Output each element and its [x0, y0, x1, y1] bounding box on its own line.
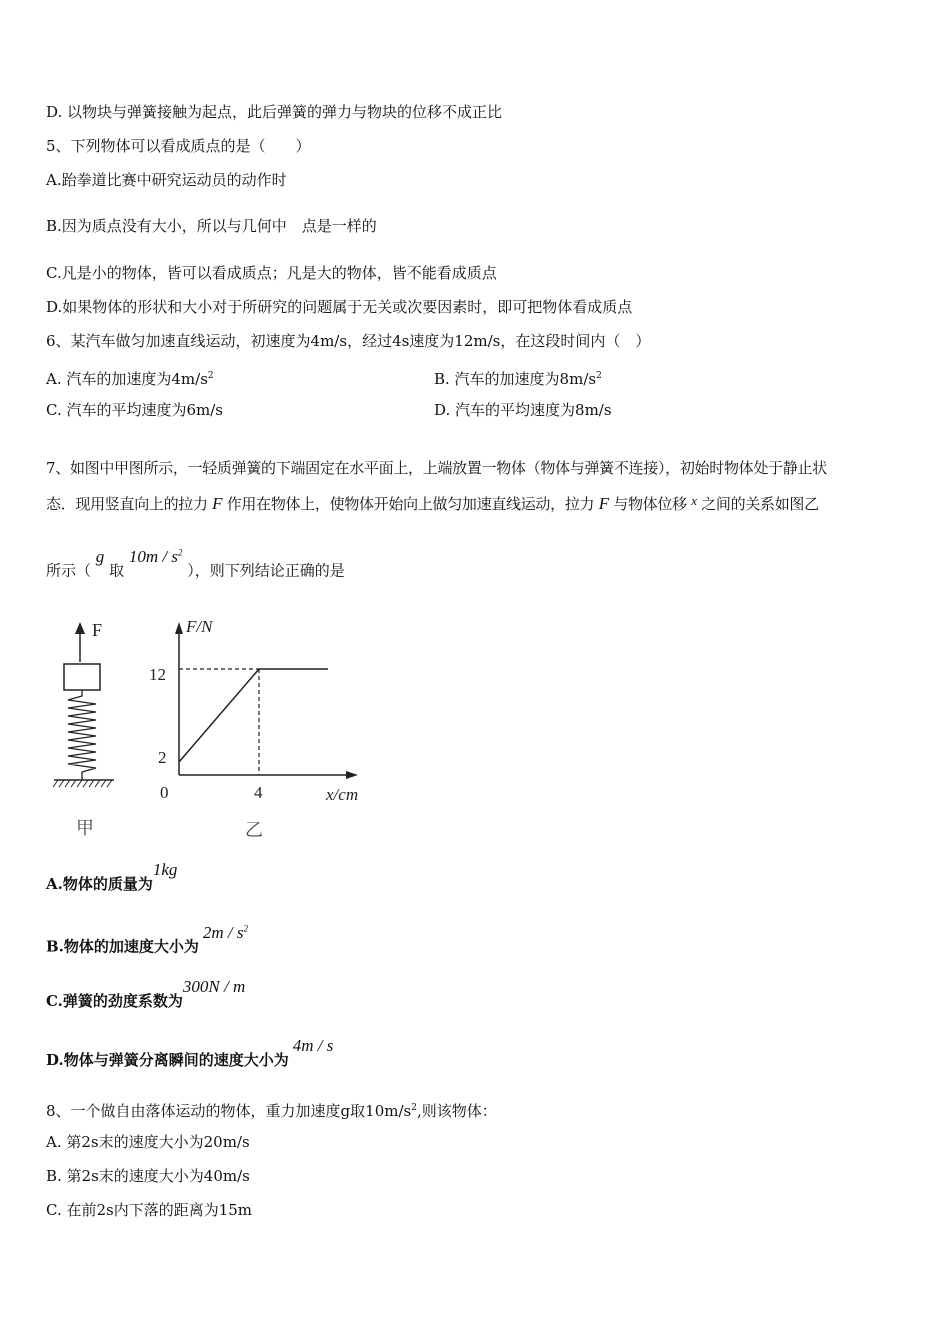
- q7-line1: 7、如图中甲图所示，一轻质弹簧的下端固定在水平面上，上端放置一物体（物体与弹簧不连接），初始时物体处于静止状: [46, 459, 827, 477]
- force-label: F: [92, 620, 103, 640]
- spring-diagram: [53, 620, 114, 838]
- q7-option-d-math: 4m / s: [292, 1036, 334, 1055]
- force-arrow-head: [75, 622, 85, 634]
- q7-symbol-f1: F: [212, 494, 223, 513]
- q8-option-a: A. 第2s末的速度大小为20m/s: [46, 1133, 250, 1151]
- y-tick-12: 12: [149, 665, 166, 684]
- q7-g-value-sup: 2: [178, 547, 183, 557]
- ground-hatch: [53, 780, 112, 787]
- q7-option-b-text: B.物体的加速度大小为: [46, 937, 199, 956]
- y-axis-arrow: [175, 622, 183, 634]
- fx-graph: [149, 617, 358, 840]
- q7-option-c-math: 300N / m: [182, 977, 246, 996]
- block: [64, 664, 100, 690]
- y-tick-2: 2: [158, 748, 167, 767]
- q7-line3-a: 所示（: [46, 561, 92, 580]
- q7-option-b: [46, 922, 249, 957]
- q6-option-b: [434, 366, 602, 389]
- q7-option-b-math-text: 2m / s: [202, 922, 244, 942]
- q5-option-d: D.如果物体的形状和大小对于所研究的问题属于无关或次要因素时，即可把物体看成质点: [46, 298, 633, 316]
- q7-g-value-text: 10m / s: [128, 546, 178, 566]
- q6-stem: 6、某汽车做匀加速直线运动，初速度为4m/s，经过4s速度为12m/s，在这段时间内（ ）: [46, 332, 651, 350]
- q7-option-a: [46, 860, 178, 894]
- origin-label: 0: [160, 783, 169, 802]
- q8-stem-sup: 2: [411, 1103, 417, 1113]
- q6-option-d: D. 汽车的平均速度为8m/s: [434, 401, 612, 419]
- q7-option-c-text: C.弹簧的劲度系数为: [46, 992, 183, 1010]
- q8-stem-b: ,则该物体：: [416, 1102, 497, 1120]
- q5-stem: 5、下列物体可以看成质点的是（ ）: [46, 137, 311, 155]
- q6-option-b-sup: 2: [596, 371, 602, 381]
- q7-symbol-g: g: [95, 546, 105, 566]
- x-tick-4: 4: [254, 783, 263, 802]
- q8-stem-a: 8、一个做自由落体运动的物体，重力加速度g取10m/s: [46, 1102, 412, 1120]
- q8-option-c: C. 在前2s内下落的距离为15m: [46, 1201, 253, 1219]
- q7-option-a-text: A.物体的质量为: [46, 875, 153, 893]
- q7-option-d: [46, 1036, 334, 1070]
- q5-option-a: A.跆拳道比赛中研究运动员的动作时: [46, 171, 287, 189]
- q6-option-a-text: A. 汽车的加速度为4m/s: [46, 370, 208, 388]
- q6-option-a: [46, 366, 214, 389]
- x-axis-arrow: [346, 771, 358, 779]
- q8-option-b: B. 第2s末的速度大小为40m/s: [46, 1167, 250, 1185]
- q7-figure: [48, 612, 388, 847]
- yi-label: 乙: [245, 820, 263, 840]
- jia-label: 甲: [76, 818, 94, 838]
- q7-line3: [46, 546, 345, 581]
- q7-option-d-text: D.物体与弹簧分离瞬间的速度大小为: [46, 1051, 289, 1069]
- q7-line2-a: 态．现用竖直向上的拉力: [46, 495, 208, 513]
- q7-line3-b: ），则下列结论正确的是: [187, 561, 345, 580]
- y-axis-label: F/N: [186, 617, 213, 636]
- q7-line2: [46, 494, 819, 515]
- q7-option-b-math: [203, 923, 248, 942]
- q7-line2-d: 之间的关系如图乙: [701, 495, 819, 513]
- q5-option-c: C.凡是小的物体，皆可以看成质点；凡是大的物体，皆不能看成质点: [46, 264, 497, 282]
- q7-symbol-x: x: [691, 493, 697, 508]
- q7-option-b-sup: 2: [243, 923, 249, 933]
- q7-option-c: [46, 977, 246, 1011]
- q7-symbol-f2: F: [598, 494, 609, 513]
- fx-line: [179, 669, 328, 762]
- q5-option-b: B.因为质点没有大小，所以与几何中 点是一样的: [46, 217, 377, 235]
- spring-coil: [68, 690, 96, 780]
- q6-option-b-text: B. 汽车的加速度为8m/s: [434, 370, 597, 388]
- q7-line3-take: 取: [109, 561, 125, 580]
- q7-line2-b: 作用在物体上，使物体开始向上做匀加速直线运动，拉力: [226, 495, 595, 513]
- q6-option-a-sup: 2: [207, 371, 214, 381]
- q4-option-d: D. 以物块与弹簧接触为起点，此后弹簧的弹力与物块的位移不成正比: [46, 103, 503, 121]
- q7-option-a-math: 1kg: [152, 860, 178, 879]
- q7-line2-c: 与物体位移: [613, 495, 687, 513]
- q7-g-value: [129, 547, 183, 566]
- q8-stem: [46, 1098, 497, 1121]
- q6-option-c: C. 汽车的平均速度为6m/s: [46, 401, 223, 419]
- x-axis-label: x/cm: [326, 785, 359, 804]
